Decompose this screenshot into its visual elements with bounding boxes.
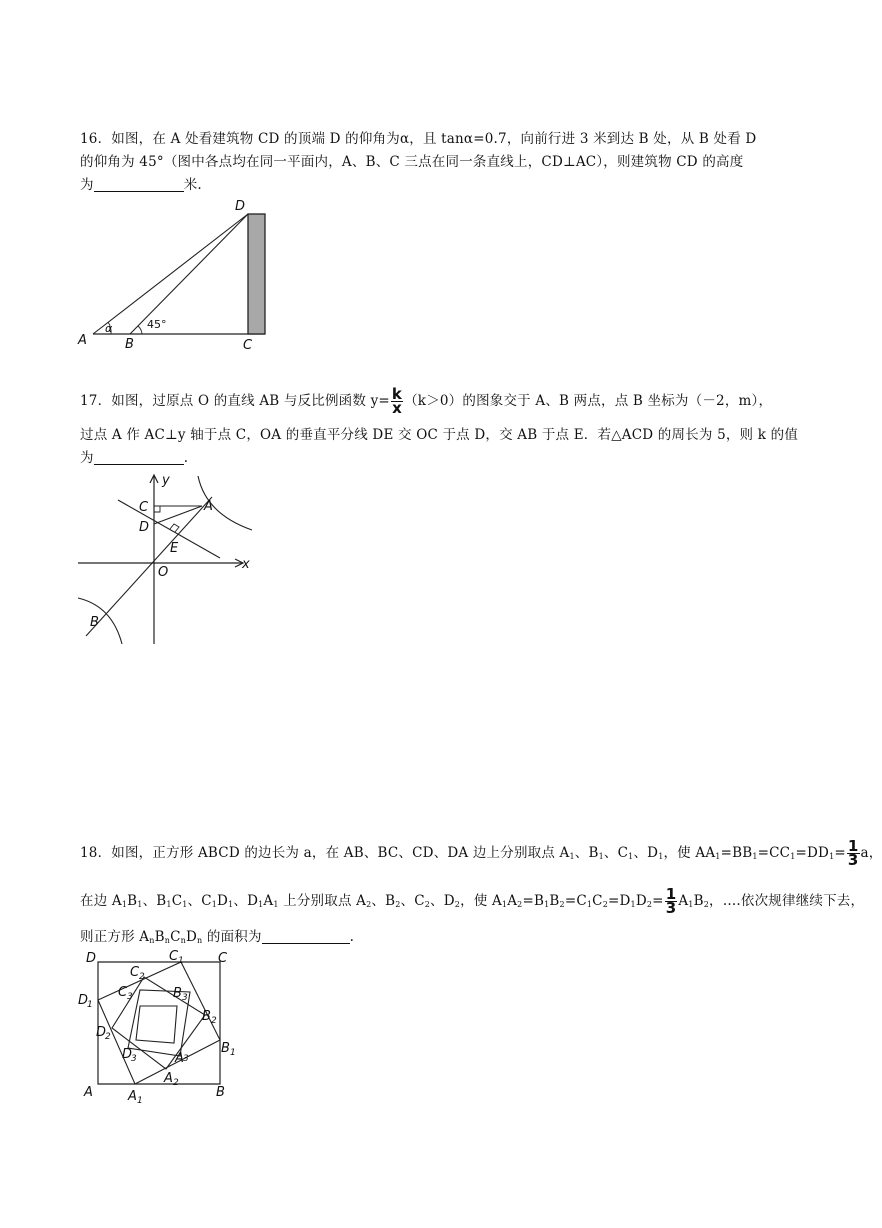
- q18-label-b2-sub: 2: [211, 1016, 217, 1026]
- q18-t: A: [507, 893, 518, 909]
- q16-line-3: [80, 176, 202, 194]
- q17-line-1-suffix: （k＞0）的图象交于 A、B 两点，点 B 坐标为（－2，m），: [404, 393, 773, 409]
- q18-fraction-1-den: 3: [847, 851, 859, 869]
- q18-line-2-suffix: ，….依次规律继续下去，: [709, 893, 865, 909]
- q18-sub: 2: [395, 900, 401, 909]
- q17-right-angle-c-icon: [154, 506, 160, 512]
- q18-line-1-text-d: 、D: [633, 845, 659, 861]
- q18-sub: 2: [703, 900, 709, 909]
- q18-sub: 1: [501, 900, 508, 909]
- q18-label-a3: A: [175, 1051, 184, 1066]
- q16-line-3-suffix: 米.: [183, 177, 202, 193]
- q16-line-1: 16．如图，在 A 处看建筑物 CD 的顶端 D 的仰角为α，且 tanα=0.7，向前行进 3 米到达 B 处，从 B 处看 D: [80, 131, 757, 147]
- q18-label-c2-sub: 2: [139, 972, 145, 982]
- q18-sub: 1: [752, 852, 758, 861]
- q18-label-d3: D: [122, 1047, 133, 1062]
- q18-label-c1: C: [169, 949, 179, 964]
- q18-t: B: [154, 929, 165, 945]
- q18-line-2: [80, 885, 865, 918]
- q18-label-a: A: [84, 1085, 93, 1100]
- q16-line-3-prefix: 为: [80, 177, 94, 193]
- q17-line-3: [80, 449, 188, 467]
- q18-label-c3-sub: 3: [127, 992, 133, 1002]
- q18-label-d2: D: [96, 1025, 107, 1040]
- q18-t: C: [592, 893, 603, 909]
- q18-label-d1: D: [78, 993, 89, 1008]
- q18-label-a1: A: [128, 1089, 137, 1104]
- q18-sub: 1: [569, 852, 575, 861]
- q18-t: 的面积为: [202, 929, 262, 945]
- q18-label-b1-sub: 1: [230, 1048, 236, 1058]
- q18-sub: 2: [366, 900, 372, 909]
- q18-line-1-text-a: 18．如图，正方形 ABCD 的边长为 a，在 AB、BC、CD、DA 边上分别取点 A: [80, 845, 570, 861]
- q16-label-45: 45°: [147, 318, 167, 331]
- q18-sub: 2: [646, 900, 653, 909]
- q16-angle-45-arc: [138, 326, 142, 334]
- q18-sub: 1: [829, 852, 835, 861]
- q18-t: ，使 A: [460, 893, 502, 909]
- q18-sub: 1: [715, 852, 721, 861]
- q18-t: B: [693, 893, 704, 909]
- q18-t: 、C: [400, 893, 425, 909]
- q18-label-d: D: [86, 951, 97, 966]
- q17-fraction-den: x: [392, 399, 402, 417]
- q18-t: A: [263, 893, 274, 909]
- q17-label-e: E: [170, 541, 179, 556]
- q16-sightline-bd: [130, 214, 248, 334]
- q18-label-a2: A: [164, 1071, 173, 1086]
- q18-t: B: [127, 893, 138, 909]
- q18-fraction-one-third-2: [665, 885, 678, 917]
- q18-label-b: B: [216, 1085, 225, 1100]
- q18-sub: 1: [258, 900, 264, 909]
- q18-label-d1-sub: 1: [87, 1000, 93, 1010]
- q18-sub: 1: [273, 900, 279, 909]
- q18-t: 、B: [142, 893, 167, 909]
- q17-line-2: 过点 A 作 AC⊥y 轴于点 C，OA 的垂直平分线 DE 交 OC 于点 D，交 AB 于点 E．若△ACD 的周长为 5，则 k 的值: [80, 427, 799, 443]
- q18-line-1-text-h: =DD: [795, 845, 830, 861]
- q16-building-cd: [248, 214, 265, 334]
- q16-answer-blank[interactable]: [94, 177, 184, 192]
- q16-label-b: B: [125, 337, 134, 352]
- q18-label-d2-sub: 2: [105, 1032, 111, 1042]
- q17-fraction-k-over-x: [391, 385, 403, 417]
- q18-t: 、D: [233, 893, 259, 909]
- q18-t: D: [185, 929, 198, 945]
- q18-fraction-2-den: 3: [665, 899, 677, 917]
- q18-sub: n: [197, 936, 203, 945]
- q18-sub: 2: [454, 900, 461, 909]
- q18-label-b1: B: [221, 1041, 230, 1056]
- q18-label-c: C: [218, 951, 228, 966]
- q18-t: =C: [564, 893, 587, 909]
- q17-answer-blank[interactable]: [94, 450, 184, 465]
- q17-label-x: x: [242, 557, 250, 572]
- q18-t: 上分别取点 A: [278, 893, 367, 909]
- q18-sub: n: [180, 936, 186, 945]
- q18-line-3-suffix: .: [349, 929, 355, 945]
- q18-answer-blank[interactable]: [262, 929, 350, 944]
- q17-line-3-suffix: .: [183, 450, 189, 466]
- q18-line-1-text-b: 、B: [574, 845, 599, 861]
- q17-line-1-prefix: 17．如图，过原点 O 的直线 AB 与反比例函数 y=: [80, 393, 390, 409]
- q18-sub: 2: [559, 900, 565, 909]
- q16-label-a: A: [78, 333, 87, 348]
- q18-fraction-one-third-1: [847, 837, 860, 869]
- q17-label-d: D: [139, 520, 150, 535]
- q18-t: =D: [608, 893, 631, 909]
- q18-sub: n: [164, 936, 171, 945]
- q18-sub: 2: [602, 900, 608, 909]
- q18-t: B: [549, 893, 560, 909]
- q18-label-a1-sub: 1: [137, 1096, 143, 1106]
- q18-fraction-2-num: 1: [665, 885, 677, 903]
- q16-sightline-ad: [93, 214, 248, 334]
- q18-t: D: [635, 893, 647, 909]
- q17-segment-da: [154, 506, 202, 524]
- q18-label-a3-sub: 3: [183, 1054, 189, 1064]
- q18-label-a2-sub: 2: [173, 1078, 179, 1088]
- q18-sub: 2: [517, 900, 523, 909]
- q18-label-b2: B: [202, 1009, 211, 1024]
- q16-figure: [75, 198, 275, 356]
- q18-line-1-text-g: =CC: [757, 845, 791, 861]
- q17-fraction-num: k: [391, 385, 403, 403]
- q18-square-4: [136, 1006, 177, 1043]
- q17-label-a: A: [204, 499, 213, 514]
- q18-sub: 1: [628, 852, 634, 861]
- q18-t: 在边 A: [80, 893, 122, 909]
- q18-fraction-1-num: 1: [847, 837, 859, 855]
- q18-t: 、C: [187, 893, 212, 909]
- q17-label-b: B: [90, 615, 99, 630]
- q16-label-c: C: [243, 338, 253, 353]
- q18-line-1-suffix: a，: [860, 845, 882, 861]
- q18-t: =B: [522, 893, 545, 909]
- q18-sub: 1: [121, 900, 128, 909]
- q18-sub: 1: [586, 900, 593, 909]
- q18-line-1-eq: =: [834, 845, 846, 861]
- q18-line-1-text-e: ，使 AA: [663, 845, 716, 861]
- q18-t: C: [170, 929, 181, 945]
- q18-t: 则正方形 A: [80, 929, 150, 945]
- q18-label-c2: C: [130, 965, 140, 980]
- q16-label-d: D: [235, 199, 246, 214]
- q18-figure: [78, 948, 238, 1106]
- q16-label-alpha: α: [105, 322, 113, 335]
- q17-figure: [78, 472, 258, 647]
- q18-sub: 1: [630, 900, 636, 909]
- q18-sub: 1: [598, 852, 604, 861]
- q18-line-1-text-f: =BB: [720, 845, 753, 861]
- q18-t: A: [678, 893, 689, 909]
- q18-line-1-text-c: 、C: [603, 845, 629, 861]
- q18-t: 、B: [371, 893, 396, 909]
- q17-label-c: C: [139, 500, 149, 515]
- q18-t: =: [652, 893, 664, 909]
- q18-sub: 2: [424, 900, 431, 909]
- q18-line-3: [80, 928, 354, 950]
- q17-line-1: [80, 385, 773, 417]
- q18-sub: 1: [137, 900, 143, 909]
- q18-label-c3: C: [118, 985, 128, 1000]
- q18-label-b3-sub: 3: [182, 993, 188, 1003]
- q18-sub: 1: [688, 900, 694, 909]
- q18-t: D: [217, 893, 229, 909]
- q18-sub: 1: [658, 852, 664, 861]
- q18-sub: 1: [166, 900, 172, 909]
- q17-label-y: y: [162, 473, 170, 488]
- q18-t: 、D: [430, 893, 455, 909]
- q18-label-d3-sub: 3: [131, 1054, 137, 1064]
- q18-sub: 1: [211, 900, 218, 909]
- q18-sub: 1: [544, 900, 550, 909]
- q18-line-1: [80, 837, 882, 870]
- q16-line-2: 的仰角为 45°（图中各点均在同一平面内，A、B、C 三点在同一条直线上，CD⊥AC），则建筑物 CD 的高度: [80, 154, 744, 170]
- q18-label-b3: B: [173, 986, 182, 1001]
- q18-label-c1-sub: 1: [178, 956, 184, 966]
- q18-sub: 1: [790, 852, 796, 861]
- q17-label-o: O: [158, 565, 169, 580]
- q18-t: C: [171, 893, 183, 909]
- q18-sub: n: [149, 936, 155, 945]
- q18-sub: 1: [182, 900, 188, 909]
- q17-line-3-prefix: 为: [80, 450, 94, 466]
- q18-sub: 1: [228, 900, 234, 909]
